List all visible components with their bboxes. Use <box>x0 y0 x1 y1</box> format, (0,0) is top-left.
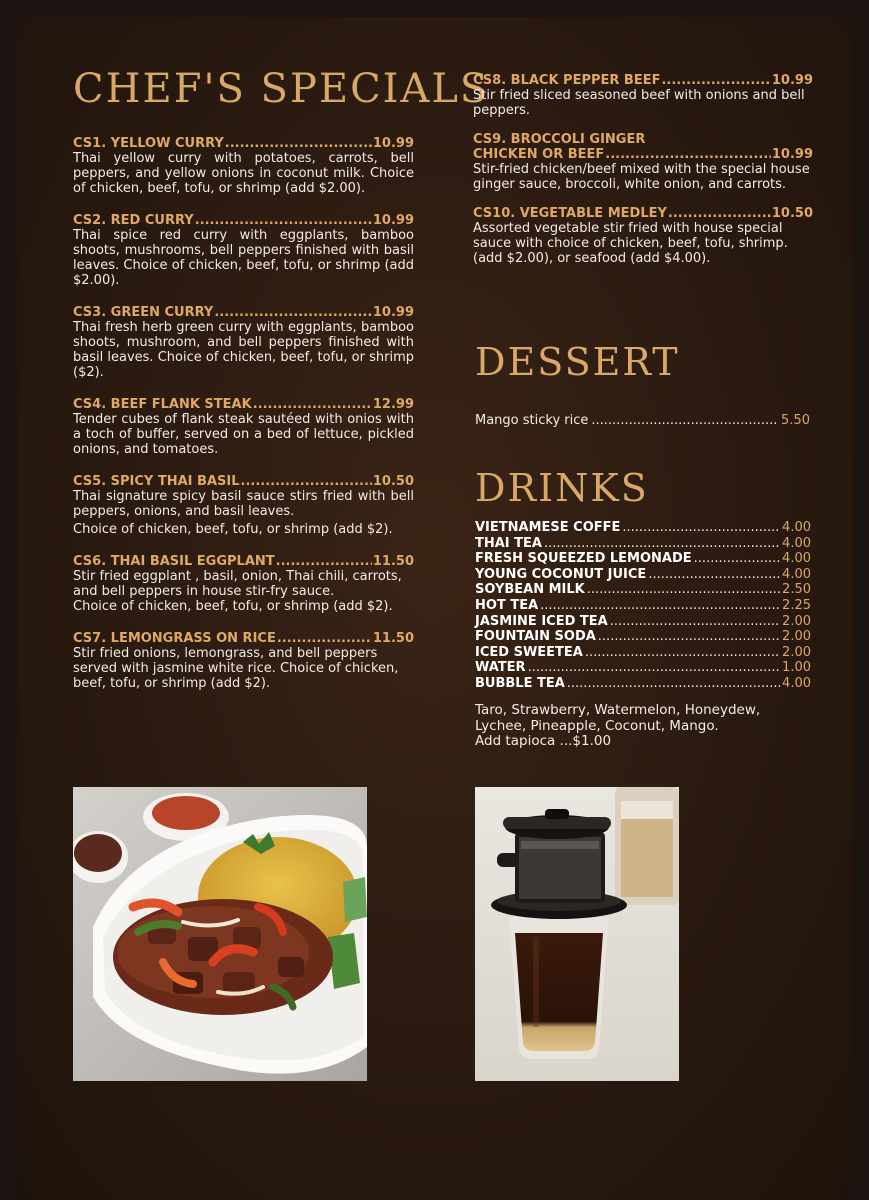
item-name-line1: CS9. BROCCOLI GINGER <box>473 132 646 147</box>
tapioca-addon: Add tapioca ...$1.00 <box>475 733 612 749</box>
chefs-specials-left-column <box>73 136 414 708</box>
menu-item-cs2 <box>73 213 414 288</box>
drink-name: WATER <box>475 660 526 676</box>
coffee-photo <box>475 787 679 1081</box>
item-price: 10.99 <box>771 147 813 162</box>
item-price: 10.99 <box>372 305 414 320</box>
drink-row <box>475 536 811 552</box>
item-description: Tender cubes of flank steak sautéed with onios with a toch of buffer, served on a bed of lettuce, pickled onions, and tomatoes. <box>73 412 414 457</box>
dot-leader <box>544 536 780 552</box>
dot-leader <box>668 206 771 221</box>
menu-item-cs1 <box>73 136 414 196</box>
dot-leader <box>694 551 780 567</box>
chefs-specials-right-column <box>473 73 813 283</box>
drink-name: FOUNTAIN SODA <box>475 629 596 645</box>
menu-item-cs6 <box>73 554 414 614</box>
chefs-specials-title: CHEF'S SPECIALS <box>73 66 490 112</box>
item-description: Stir-fried chicken/beef mixed with the special house ginger sauce, broccoli, white onion, and carrots. <box>473 162 810 192</box>
item-price: 10.99 <box>372 213 414 228</box>
item-description: Stir fried onions, lemongrass, and bell peppers served with jasmine white rice. Choice of chicken, beef, tofu, or shrimp (add $2). <box>73 646 399 691</box>
item-price: 11.50 <box>372 631 414 646</box>
menu-item-cs3 <box>73 305 414 380</box>
drink-price: 2.00 <box>782 613 811 629</box>
dot-leader <box>214 305 372 320</box>
dessert-price: 5.50 <box>781 413 810 428</box>
menu-item-cs8 <box>473 73 813 118</box>
drink-row <box>475 551 811 567</box>
item-price: 11.50 <box>372 554 414 569</box>
bubble-tea-flavors: Taro, Strawberry, Watermelon, Honeydew, Lychee, Pineapple, Coconut, Mango. <box>475 702 761 734</box>
item-name: CS6. THAI BASIL EGGPLANT <box>73 554 275 569</box>
drink-row <box>475 676 811 692</box>
item-name: CS5. SPICY THAI BASIL <box>73 474 240 489</box>
item-description: Stir fried sliced seasoned beef with onions and bell peppers. <box>473 88 805 118</box>
dot-leader <box>648 567 780 583</box>
menu-item-cs10 <box>473 206 813 266</box>
dot-leader <box>567 676 780 692</box>
drink-price: 2.50 <box>782 582 811 598</box>
item-description: Stir fried eggplant , basil, onion, Thai chili, carrots, and bell peppers in house stir-fry sauce. <box>73 569 402 599</box>
item-name: CS8. BLACK PEPPER BEEF <box>473 73 661 88</box>
drink-name: BUBBLE TEA <box>475 675 565 691</box>
item-name: CS2. RED CURRY <box>73 213 194 228</box>
dot-leader <box>253 397 372 412</box>
drink-price: 4.00 <box>782 535 811 551</box>
drink-price: 4.00 <box>782 551 811 567</box>
menu-page <box>17 17 852 1200</box>
drink-price: 4.00 <box>782 566 811 582</box>
dot-leader <box>622 520 780 536</box>
item-price: 10.99 <box>372 136 414 151</box>
item-description: Thai signature spicy basil sauce stirs fried with bell peppers, onions, and basil leaves. <box>73 489 414 519</box>
menu-item-cs7 <box>73 631 414 691</box>
drink-name: FRESH SQUEEZED LEMONADE <box>475 551 692 567</box>
drink-price: 2.00 <box>782 629 811 645</box>
item-description-extra: Choice of chicken, beef, tofu, or shrimp (add $2). <box>73 522 393 537</box>
item-name: CS4. BEEF FLANK STEAK <box>73 397 252 412</box>
item-description: Thai fresh herb green curry with eggplants, bamboo shoots, mushroom, and bell peppers finished with basil leaves. Choice of chicken, beef, tofu, or shrimp ($2). <box>73 320 414 380</box>
item-name: CS10. VEGETABLE MEDLEY <box>473 206 667 221</box>
item-description: Thai spice red curry with eggplants, bamboo shoots, mushrooms, bell peppers finished with basil leaves. Choice of chicken, beef, tofu, or shrimp (add $2.00). <box>73 228 414 288</box>
item-description-extra: (add $2.00), or seafood (add $4.00). <box>473 251 711 266</box>
drinks-list <box>475 520 811 692</box>
dessert-name: Mango sticky rice <box>475 413 589 428</box>
drink-name: VIETNAMESE COFFE <box>475 520 621 535</box>
drink-row <box>475 520 811 536</box>
item-price: 10.99 <box>771 73 813 88</box>
item-name: CHICKEN OR BEEF <box>473 147 605 162</box>
drink-row <box>475 629 811 645</box>
dessert-item <box>475 413 810 429</box>
item-name: CS1. YELLOW CURRY <box>73 136 224 151</box>
drink-price: 1.00 <box>782 660 811 676</box>
item-name: CS3. GREEN CURRY <box>73 305 214 320</box>
drink-name: SOYBEAN MILK <box>475 582 585 598</box>
menu-item-cs9 <box>473 132 813 192</box>
dot-leader <box>598 629 780 645</box>
food-photo <box>73 787 367 1081</box>
dot-leader <box>195 213 372 228</box>
dot-leader <box>528 660 780 676</box>
dot-leader <box>241 474 372 489</box>
drink-row <box>475 660 811 676</box>
drink-name: ICED SWEETEA <box>475 644 583 660</box>
drink-row <box>475 598 811 614</box>
vietnamese-coffee-illustration <box>475 787 679 1081</box>
bubble-tea-note <box>475 703 815 750</box>
drink-price: 4.00 <box>782 520 811 535</box>
drink-row <box>475 614 811 630</box>
item-description: Assorted vegetable stir fried with house special sauce with choice of chicken, beef, tofu, shrimp. <box>473 221 788 251</box>
drink-price: 4.00 <box>782 675 811 691</box>
drink-price: 2.25 <box>782 597 811 613</box>
drink-row <box>475 582 811 598</box>
drink-price: 2.00 <box>782 644 811 660</box>
drink-name: THAI TEA <box>475 535 542 551</box>
drink-row <box>475 567 811 583</box>
item-price: 12.99 <box>372 397 414 412</box>
drink-row <box>475 645 811 661</box>
dot-leader <box>540 598 780 614</box>
dot-leader <box>661 73 770 88</box>
drink-name: JASMINE ICED TEA <box>475 613 608 629</box>
dot-leader <box>276 554 372 569</box>
menu-item-cs5 <box>73 474 414 537</box>
dot-leader <box>585 645 780 661</box>
item-price: 10.50 <box>372 474 414 489</box>
drink-name: YOUNG COCONUT JUICE <box>475 566 647 582</box>
dot-leader <box>277 631 372 646</box>
dot-leader <box>225 136 372 151</box>
dessert-title: DESSERT <box>475 340 680 384</box>
dot-leader <box>610 614 780 630</box>
beef-rice-plate-illustration <box>73 787 367 1081</box>
dot-leader <box>605 147 771 162</box>
dot-leader <box>587 582 780 598</box>
item-price: 10.50 <box>771 206 813 221</box>
drink-name: HOT TEA <box>475 597 539 613</box>
item-name: CS7. LEMONGRASS ON RICE <box>73 631 276 646</box>
menu-item-cs4 <box>73 397 414 457</box>
drinks-title: DRINKS <box>475 466 649 510</box>
item-description: Thai yellow curry with potatoes, carrots, bell peppers, and yellow onions in coconut milk. Choice of chicken, beef, tofu, or shrimp (add $2.00). <box>73 151 414 196</box>
dot-leader <box>591 413 778 429</box>
item-description-extra: Choice of chicken, beef, tofu, or shrimp (add $2). <box>73 599 393 614</box>
